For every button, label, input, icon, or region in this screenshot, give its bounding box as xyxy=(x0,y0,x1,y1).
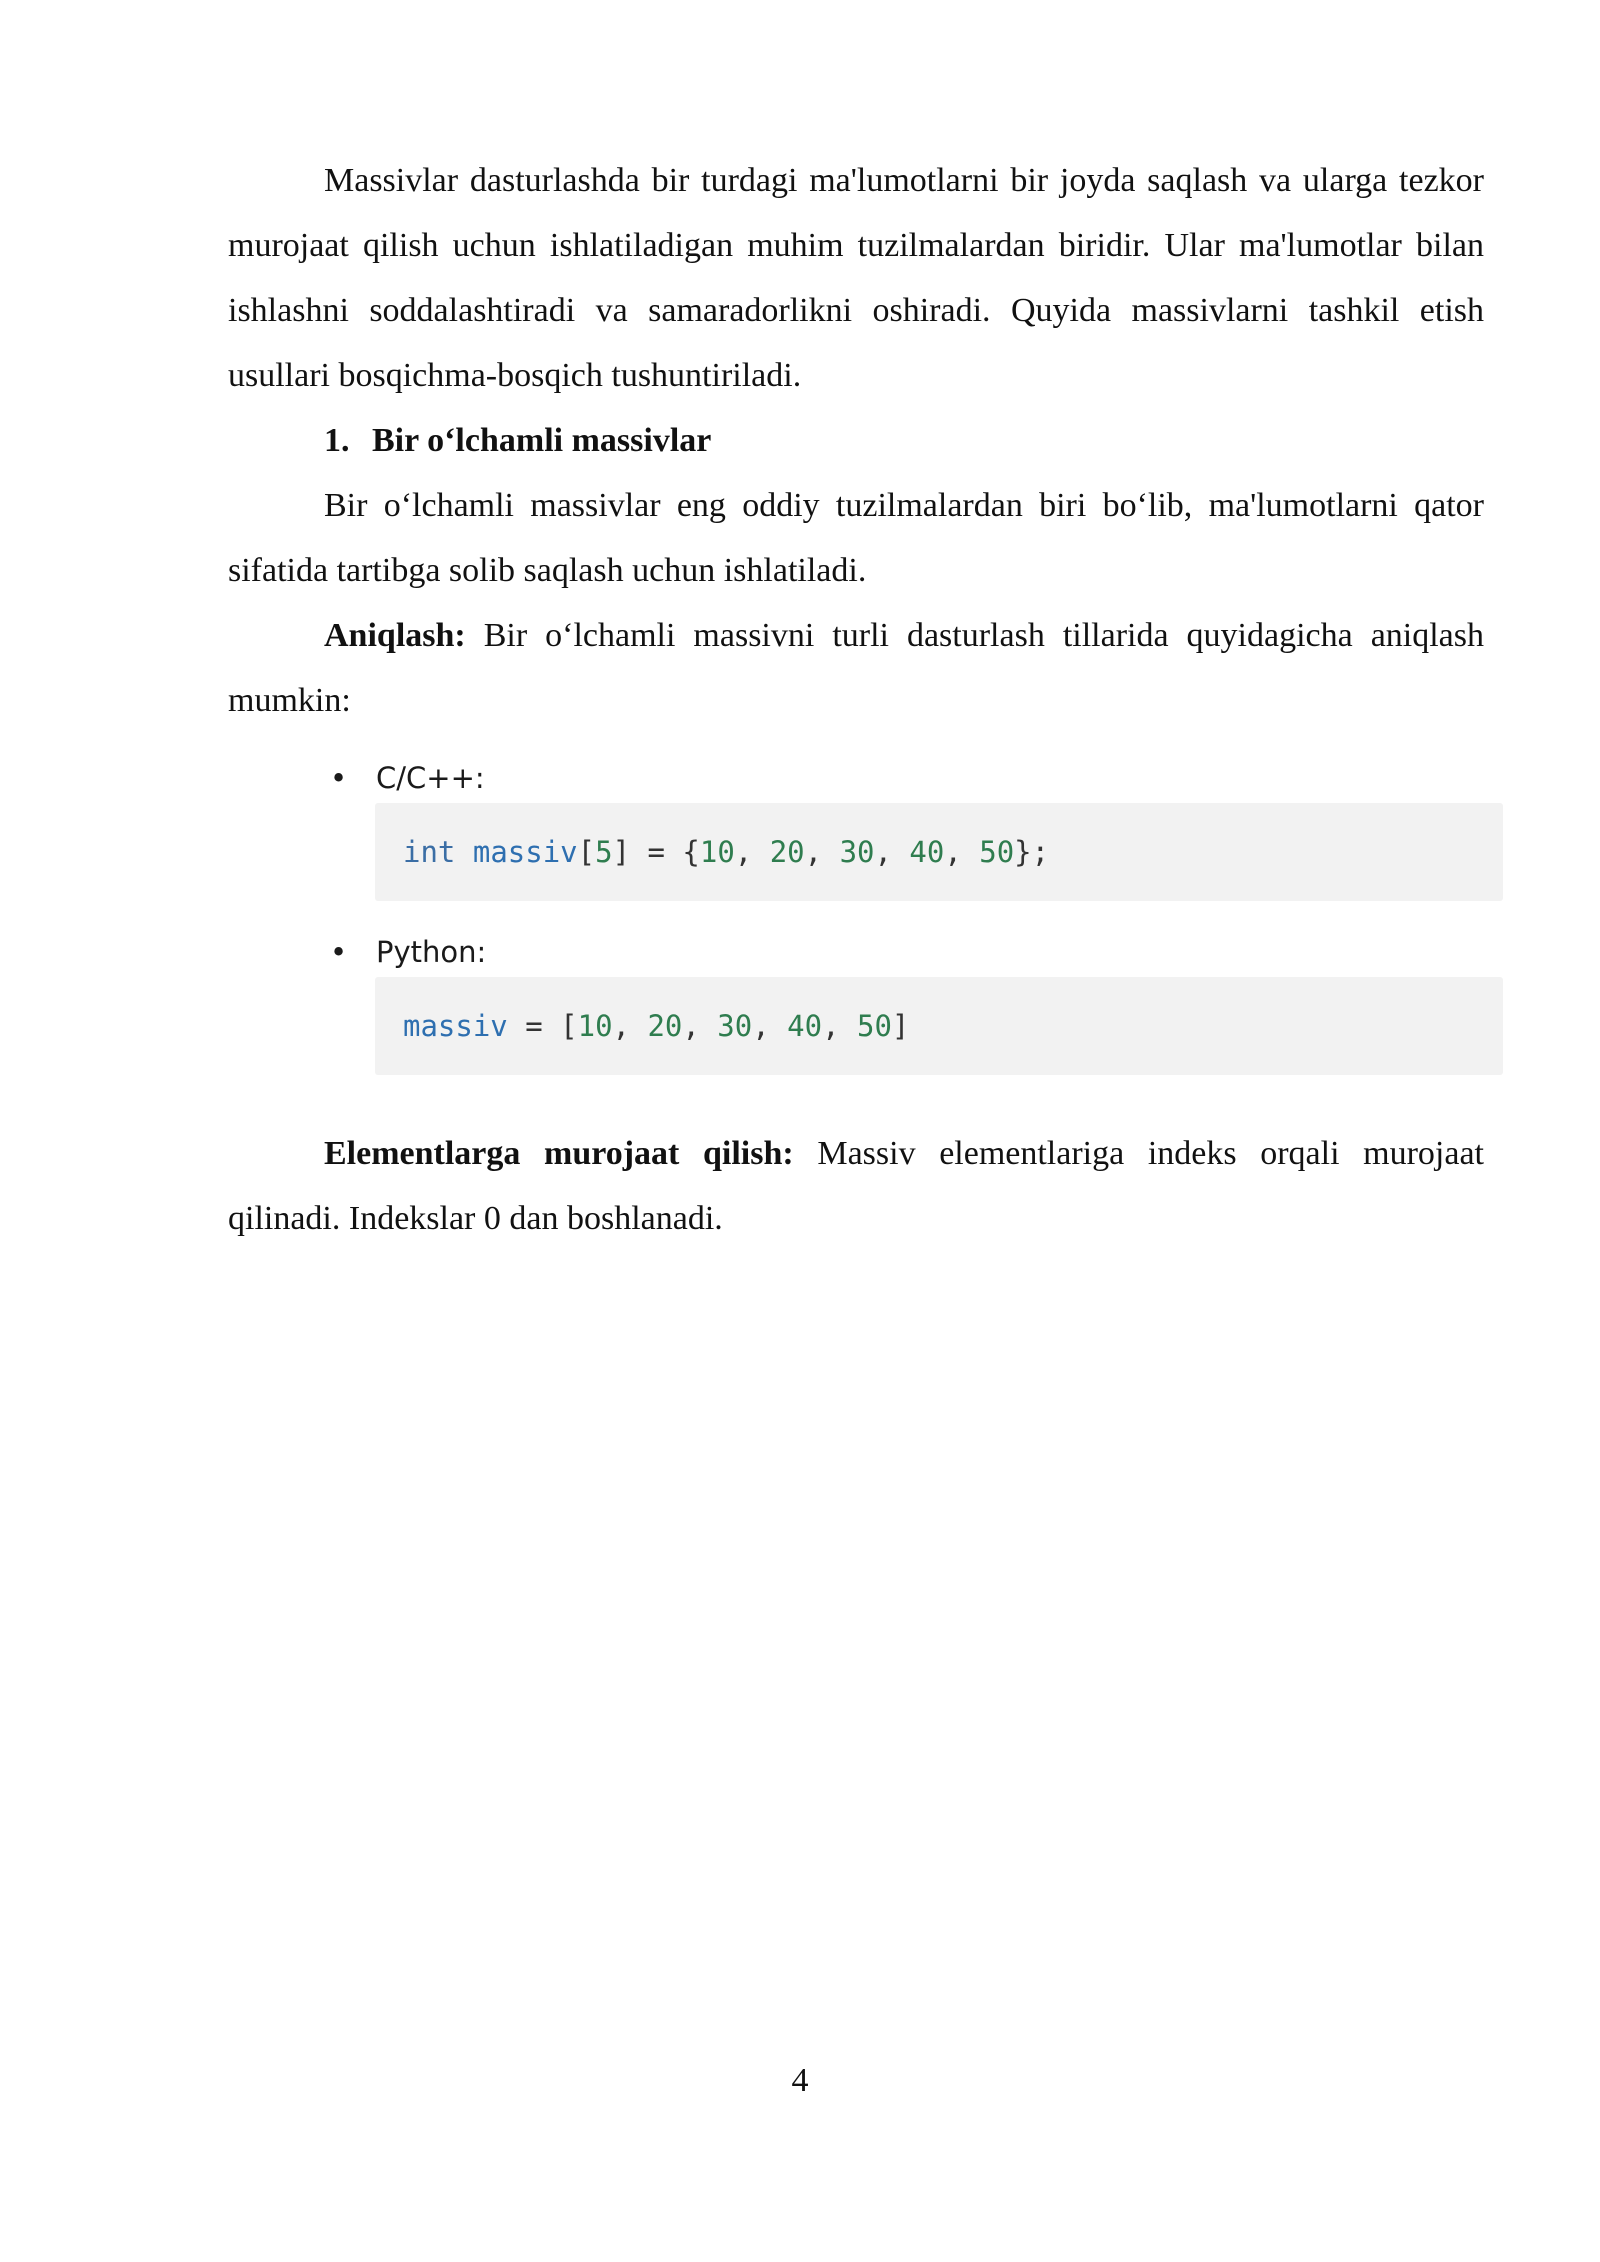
section-paragraph: Bir o‘lchamli massivlar eng oddiy tuzilmalardan biri bo‘lib, ma'lumotlarni qator sifatida tartibga solib saqlash uchun ishlatiladi. xyxy=(228,487,1484,589)
code-block-python xyxy=(375,977,1503,1075)
language-label-cpp: C/C++: xyxy=(376,761,485,795)
code-identifier: massiv xyxy=(403,1009,508,1043)
language-label-python: Python: xyxy=(376,935,487,969)
code-value: 40 xyxy=(787,1009,823,1043)
bullet-icon: • xyxy=(330,761,348,795)
code-value: 10 xyxy=(577,1009,613,1043)
list-item-python xyxy=(228,927,1484,977)
code-value: 10 xyxy=(699,835,735,869)
code-value: 50 xyxy=(979,835,1015,869)
section-heading xyxy=(228,408,1484,473)
code-keyword: int xyxy=(403,835,456,869)
definition-label: Aniqlash: xyxy=(324,617,466,654)
list-item-cpp xyxy=(228,753,1484,803)
code-value: 20 xyxy=(647,1009,683,1043)
bullet-icon: • xyxy=(330,935,348,969)
section-number: 1. xyxy=(324,422,350,459)
element-access-label: Elementlarga murojaat qilish: xyxy=(324,1135,794,1172)
code-block-cpp xyxy=(375,803,1503,901)
code-value: 30 xyxy=(839,835,875,869)
code-line-cpp: int massiv[5] = {10, 20, 30, 40, 50}; xyxy=(403,835,1050,869)
definition-text: Bir o‘lchamli massivni turli dasturlash tillarida quyidagicha aniqlash mumkin: xyxy=(228,617,1484,719)
code-value: 20 xyxy=(769,835,805,869)
page-number: 4 xyxy=(791,2062,809,2099)
page-content xyxy=(228,148,1484,1251)
code-value: 40 xyxy=(909,835,945,869)
code-identifier: massiv xyxy=(472,835,578,869)
intro-paragraph: Massivlar dasturlashda bir turdagi ma'lumotlarni bir joyda saqlash va ularga tezkor murojaat qilish uchun ishlatiladigan muhim tuzilmalardan biridir. Ular ma'lumotlar bilan ishlashni soddalashtiradi va samaradorlikni oshiradi. Quyida massivlarni tashkil etish usullari bosqichma-bosqich tushuntiriladi. xyxy=(228,162,1484,394)
code-value: 50 xyxy=(856,1009,892,1043)
code-value: 30 xyxy=(717,1009,753,1043)
element-access-text: Massiv elementlariga indeks orqali murojaat qilinadi. Indekslar 0 dan boshlanadi. xyxy=(228,1135,1484,1237)
section-title: Bir o‘lchamli massivlar xyxy=(372,422,712,459)
code-array-size: 5 xyxy=(595,835,613,869)
definition-paragraph xyxy=(228,603,1484,733)
code-line-python: massiv = [10, 20, 30, 40, 50] xyxy=(403,1009,910,1043)
